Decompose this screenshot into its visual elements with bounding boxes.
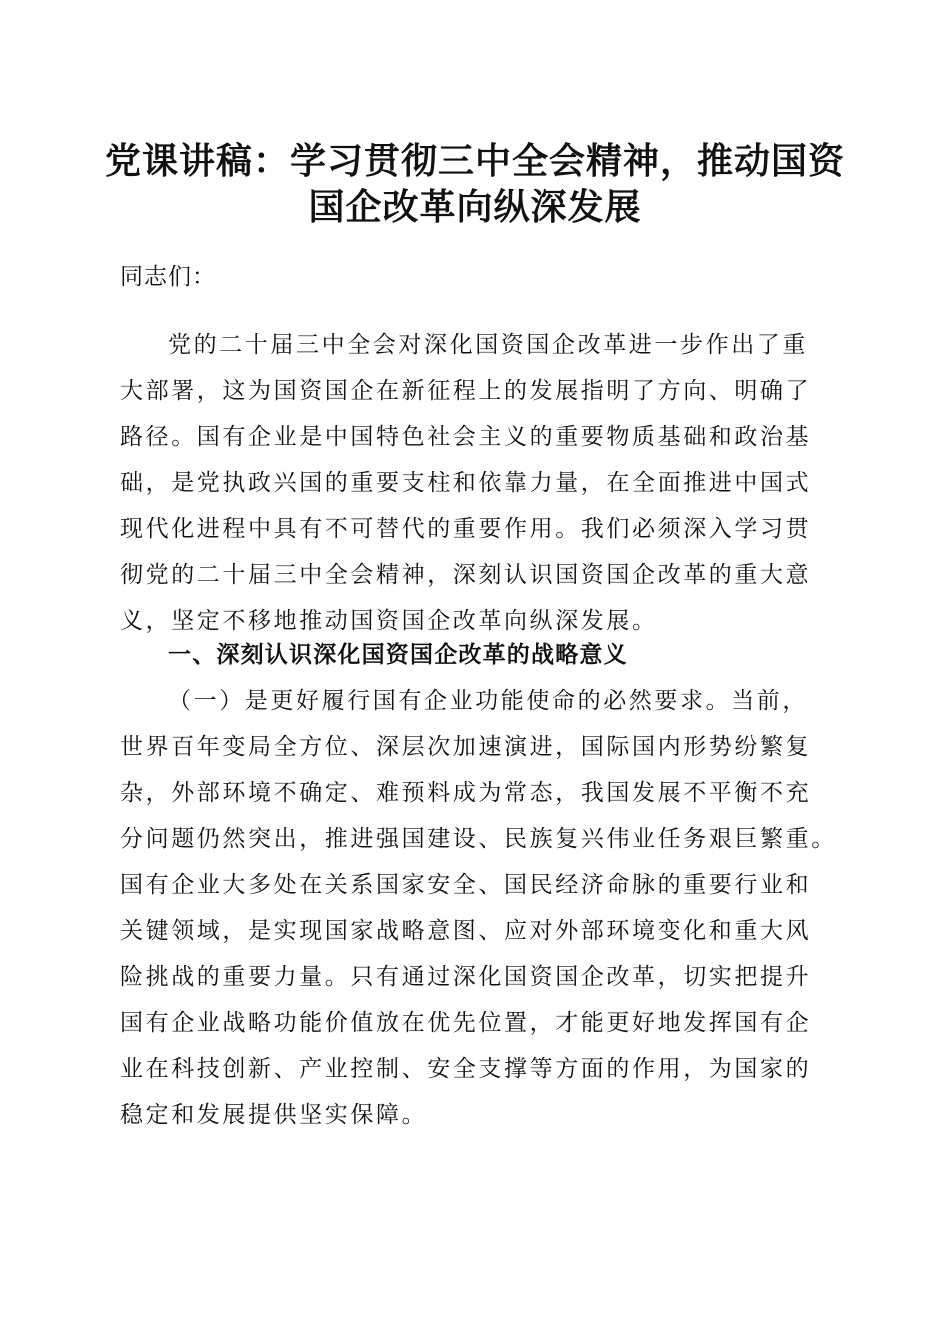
- paragraph-line: 业在科技创新、产业控制、安全支撑等方面的作用，为国家的: [120, 1056, 812, 1082]
- paragraph-line: 世界百年变局全方位、深层次加速演进，国际国内形势纷繁复: [120, 734, 812, 760]
- greeting: 同志们：: [120, 264, 216, 290]
- paragraph-line: 杂，外部环境不确定、难预料成为常态，我国发展不平衡不充: [120, 780, 812, 806]
- paragraph-line: 分问题仍然突出，推进强国建设、民族复兴伟业任务艰巨繁重。: [120, 826, 837, 852]
- paragraph-line: 国有企业大多处在关系国家安全、国民经济命脉的重要行业和: [120, 872, 812, 898]
- section-heading-1: 一、深刻认识深化国资国企改革的战略意义: [168, 642, 628, 668]
- paragraph-line: 彻党的二十届三中全会精神，深刻认识国资国企改革的重大意: [120, 562, 812, 588]
- paragraph-line: 义，坚定不移地推动国资国企改革向纵深发展。: [120, 608, 658, 634]
- paragraph-section-1-1: [120, 678, 840, 1138]
- paragraph-first-line-tail: 当前，: [731, 688, 809, 714]
- paragraph-line: 关键领域，是实现国家战略意图、应对外部环境变化和重大风: [120, 918, 812, 944]
- paragraph-line: 现代化进程中具有不可替代的重要作用。我们必须深入学习贯: [120, 516, 812, 542]
- paragraph-line: 险挑战的重要力量。只有通过深化国资国企改革，切实把提升: [120, 964, 812, 990]
- paragraph-line: 路径。国有企业是中国特色社会主义的重要物质基础和政治基: [120, 424, 812, 450]
- paragraph-line: 稳定和发展提供坚实保障。: [120, 1102, 428, 1128]
- paragraph-first-line: [120, 678, 840, 724]
- paragraph-line: 国有企业战略功能价值放在优先位置，才能更好地发挥国有企: [120, 1010, 812, 1036]
- paragraph-intro: [120, 322, 840, 644]
- document-title-line-1: 党课讲稿：学习贯彻三中全会精神，推动国资: [104, 140, 845, 182]
- paragraph-line: 础，是党执政兴国的重要支柱和依靠力量，在全面推进中国式: [120, 470, 812, 496]
- subheading-1: （一）是更好履行国有企业功能使命的必然要求。: [168, 688, 732, 714]
- document-title-line-2: 国企改革向纵深发展: [308, 186, 642, 228]
- paragraph-line: 大部署，这为国资国企在新征程上的发展指明了方向、明确了: [120, 378, 812, 404]
- paragraph-line: 党的二十届三中全会对深化国资国企改革进一步作出了重: [168, 332, 808, 358]
